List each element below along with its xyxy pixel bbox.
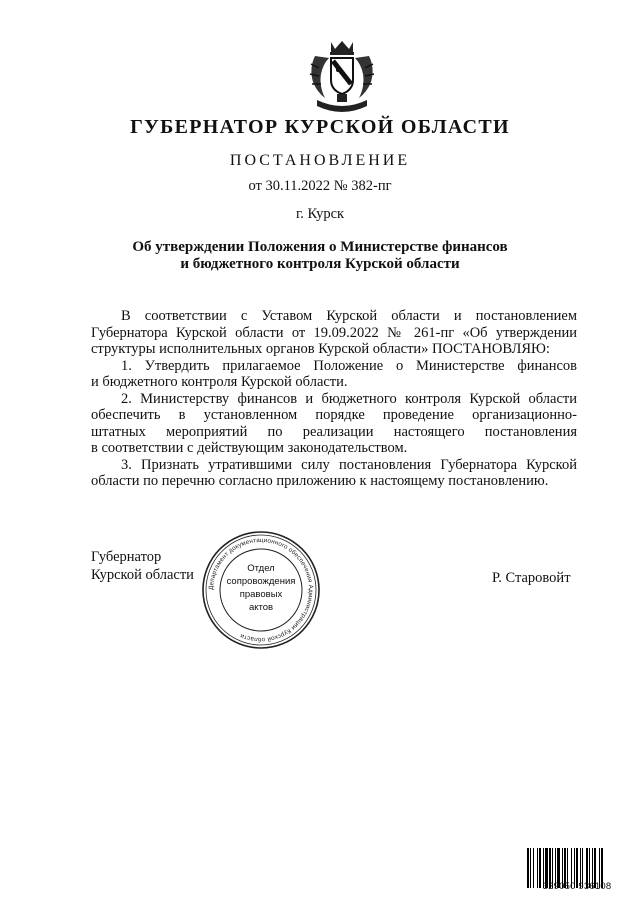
body-line: структуры исполнительных органов Курской области» ПОСТАНОВЛЯЮ: [91, 341, 550, 357]
signatory-position [91, 548, 194, 584]
body-line: 1. Утвердить прилагаемое Положение о Министерстве финансов [121, 357, 577, 374]
body-line: 3. Признать утратившими силу постановления Губернатора Курской [121, 456, 577, 473]
stamp-line: Отдел [247, 563, 275, 574]
signatory-position-line: Курской области [91, 567, 194, 583]
body-line: в соответствии с действующим законодательством. [91, 440, 408, 456]
document-date-number: от 30.11.2022 № 382-пг [248, 178, 392, 194]
document-title [0, 239, 640, 273]
body-line: В соответствии с Уставом Курской области и постановлением [121, 308, 577, 324]
document-type: ПОСТАНОВЛЕНИЕ [229, 152, 411, 169]
coat-of-arms-emblem [307, 40, 377, 116]
stamp-line: актов [248, 602, 274, 613]
barcode-number: 329050 936108 [542, 881, 612, 892]
stamp-line: сопровождения [226, 576, 296, 587]
body-line: 2. Министерству финансов и бюджетного контроля Курской области [121, 390, 577, 407]
document-title-line: Об утверждении Положения о Министерстве финансов [132, 239, 508, 255]
issuer-heading: ГУБЕРНАТОР КУРСКОЙ ОБЛАСТИ [130, 116, 510, 138]
body-line: Губернатора Курской области от 19.09.2022 № 261-пг «Об утверждении [91, 324, 577, 341]
body-line: области по перечню согласно приложению к настоящему постановлению. [91, 473, 549, 489]
stamp-center-text [200, 562, 322, 614]
document-title-line: и бюджетного контроля Курской области [180, 256, 460, 272]
body-line: штатных мероприятий по реализации настоящего постановления [91, 423, 577, 440]
document-city: г. Курск [295, 206, 345, 222]
stamp-ring-text: Департамент документационного обеспечения Администрации Курской области [207, 536, 315, 644]
document-body [91, 308, 577, 490]
signatory-position-line: Губернатор [91, 549, 162, 565]
body-line: и бюджетного контроля Курской области. [91, 374, 348, 390]
signatory-name: Р. Старовойт [492, 570, 571, 586]
body-line: обеспечить в установленном порядке проведение организационно- [91, 407, 577, 423]
stamp-line: правовых [239, 589, 283, 600]
